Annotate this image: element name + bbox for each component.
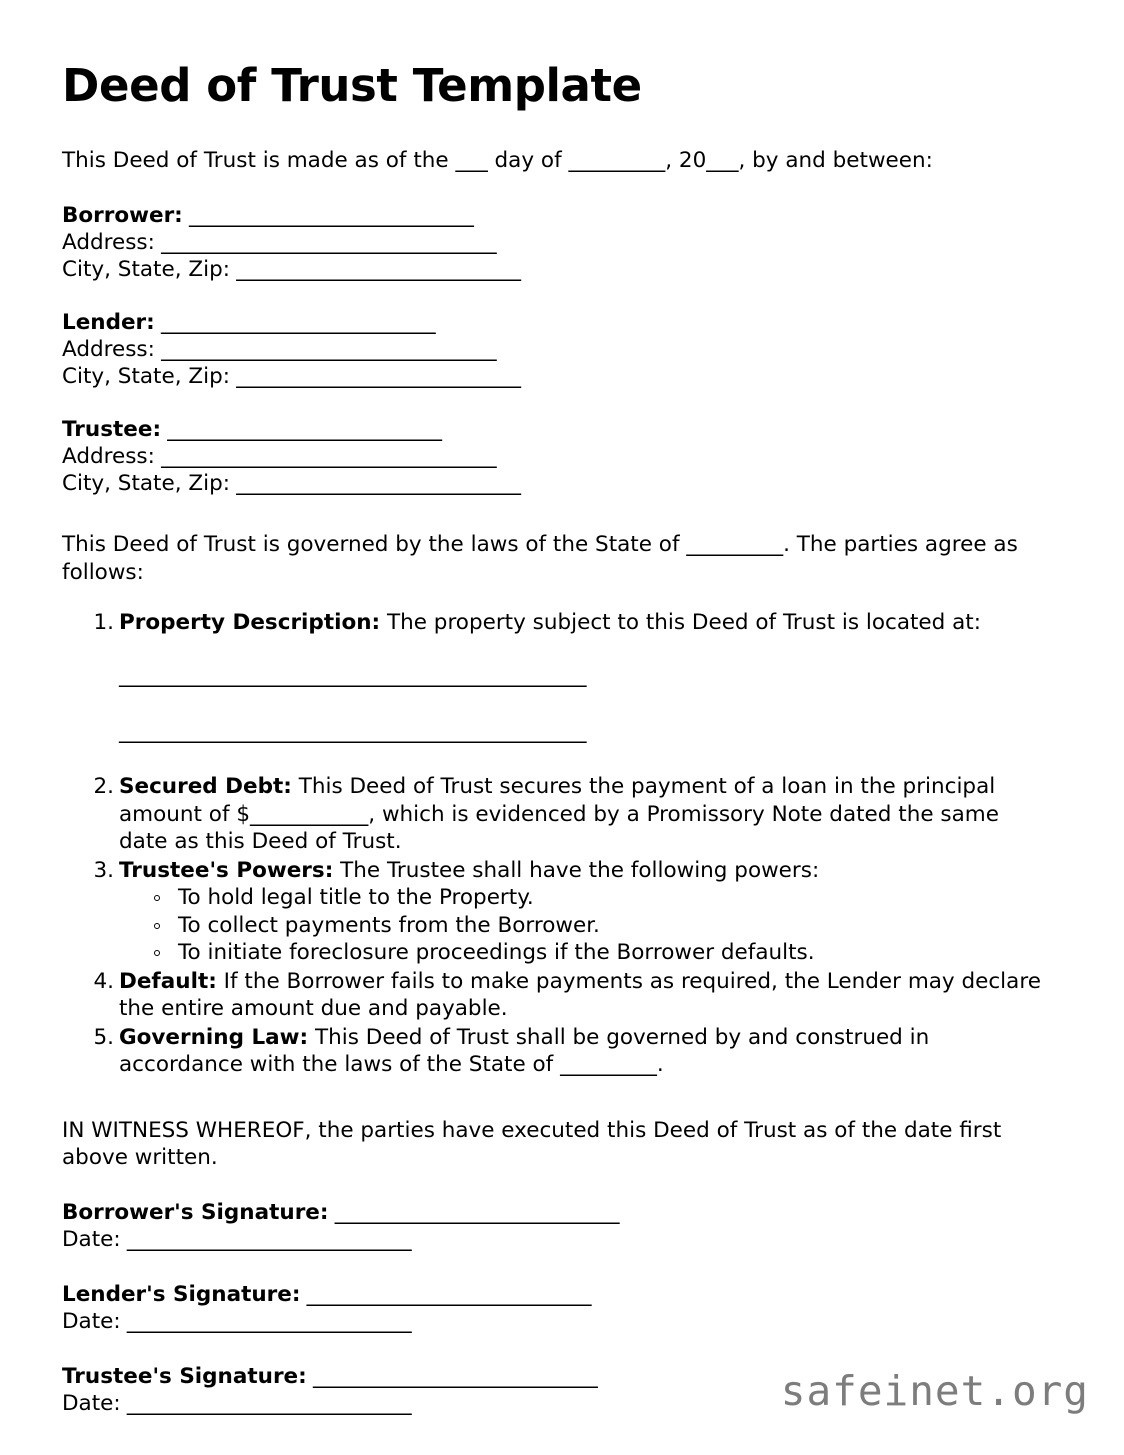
trustee-name-field[interactable]: ___________________________ xyxy=(161,416,442,442)
clause-heading: Governing Law: xyxy=(119,1024,309,1050)
trustee-signature-field[interactable]: ____________________________ xyxy=(306,1363,598,1389)
trustee-address-row xyxy=(62,444,1050,471)
clause-item-property-description xyxy=(62,609,1050,746)
borrower-label: Borrower: xyxy=(62,202,183,228)
trustee-date-label: Date: xyxy=(62,1390,121,1416)
clause-body: This Deed of Trust secures the payment of a loan in the principal amount of $___________, which is evidenced by a Promissory Note dated the same date as this Deed of Trust. xyxy=(119,774,999,855)
clause-item-trustees-powers xyxy=(62,857,1050,967)
lender-city-label: City, State, Zip: xyxy=(62,363,230,389)
clause-heading: Property Description: xyxy=(119,609,381,635)
trustee-city-field[interactable]: ____________________________ xyxy=(229,470,521,496)
borrower-signature-field[interactable]: ____________________________ xyxy=(328,1199,619,1225)
borrower-name-field[interactable]: ____________________________ xyxy=(182,202,474,228)
lender-date-row xyxy=(62,1309,1050,1336)
signature-block-borrower xyxy=(62,1200,1050,1254)
borrower-city-label: City, State, Zip: xyxy=(62,256,230,282)
governing-law-paragraph: This Deed of Trust is governed by the laws of the State of _________. The parties agree as follows: xyxy=(62,532,1018,585)
clause-item-governing-law xyxy=(62,1024,1050,1079)
intro-paragraph: This Deed of Trust is made as of the ___ day of _________, 20___, by and between: xyxy=(62,148,933,174)
lender-city-field[interactable]: ____________________________ xyxy=(229,363,521,389)
lender-address-field[interactable]: _________________________________ xyxy=(154,336,497,362)
borrower-city-row xyxy=(62,257,1050,284)
lender-address-row xyxy=(62,337,1050,364)
lender-signature-field[interactable]: ____________________________ xyxy=(300,1281,591,1307)
list-item: To initiate foreclosure proceedings if the Borrower defaults. xyxy=(152,939,1050,967)
signature-block-lender xyxy=(62,1282,1050,1336)
property-description-blanks xyxy=(119,662,1050,745)
property-blank-line-2[interactable]: ______________________________________________ xyxy=(119,718,586,744)
party-block-lender xyxy=(62,310,1050,391)
lender-label: Lender: xyxy=(62,309,155,335)
lender-signature-label: Lender's Signature: xyxy=(62,1281,301,1307)
borrower-address-label: Address: xyxy=(62,229,155,255)
clause-body: If the Borrower fails to make payments as required, the Lender may declare the entire amount due and payable. xyxy=(119,968,1041,1022)
borrower-date-field[interactable]: ____________________________ xyxy=(120,1226,412,1252)
site-watermark: safeinet.org xyxy=(780,1367,1089,1415)
page-title: Deed of Trust Template xyxy=(62,59,642,112)
lender-name-row xyxy=(62,310,1050,337)
lender-date-field[interactable]: ____________________________ xyxy=(120,1308,412,1334)
clause-body: This Deed of Trust shall be governed by and construed in accordance with the laws of the State of _________. xyxy=(119,1024,930,1078)
borrower-signature-row xyxy=(62,1200,1050,1227)
list-item: To hold legal title to the Property. xyxy=(152,884,1050,912)
witness-paragraph: IN WITNESS WHEREOF, the parties have executed this Deed of Trust as of the date first above written. xyxy=(62,1117,1002,1171)
lender-signature-row xyxy=(62,1282,1050,1309)
lender-name-field[interactable]: ___________________________ xyxy=(154,309,436,335)
trustee-name-row xyxy=(62,417,1050,444)
trustee-signature-label: Trustee's Signature: xyxy=(62,1363,307,1389)
party-block-borrower xyxy=(62,203,1050,284)
trustee-date-field[interactable]: ____________________________ xyxy=(120,1390,412,1416)
borrower-name-row xyxy=(62,203,1050,230)
borrower-address-row xyxy=(62,230,1050,257)
party-block-trustee xyxy=(62,417,1050,498)
lender-address-label: Address: xyxy=(62,336,155,362)
lender-date-label: Date: xyxy=(62,1308,121,1334)
clause-heading: Default: xyxy=(119,968,217,994)
clause-heading: Secured Debt: xyxy=(119,774,292,800)
list-item: To collect payments from the Borrower. xyxy=(152,912,1050,940)
trustee-address-field[interactable]: _________________________________ xyxy=(154,443,497,469)
property-blank-line-1[interactable]: ______________________________________________ xyxy=(119,663,586,689)
clause-body: The property subject to this Deed of Trust is located at: xyxy=(380,609,981,635)
clause-list xyxy=(62,609,1050,1079)
clause-body: The Trustee shall have the following powers: xyxy=(333,857,820,883)
clause-item-secured-debt xyxy=(62,773,1050,856)
trustee-city-label: City, State, Zip: xyxy=(62,470,230,496)
trustee-address-label: Address: xyxy=(62,443,155,469)
borrower-date-label: Date: xyxy=(62,1226,121,1252)
borrower-city-field[interactable]: ____________________________ xyxy=(229,256,521,282)
trustee-city-row xyxy=(62,471,1050,498)
lender-city-row xyxy=(62,364,1050,391)
trustee-powers-list xyxy=(119,884,1050,967)
clause-item-default xyxy=(62,968,1050,1023)
trustee-label: Trustee: xyxy=(62,416,162,442)
clause-heading: Trustee's Powers: xyxy=(119,857,334,883)
borrower-date-row xyxy=(62,1227,1050,1254)
borrower-signature-label: Borrower's Signature: xyxy=(62,1199,329,1225)
borrower-address-field[interactable]: _________________________________ xyxy=(154,229,497,255)
